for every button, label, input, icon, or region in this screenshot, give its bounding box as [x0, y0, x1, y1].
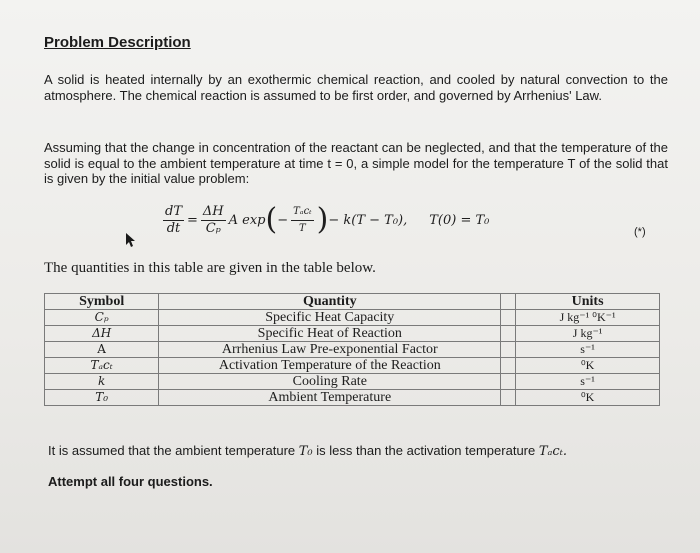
units-cell: s⁻¹ — [516, 342, 660, 358]
units-cell: J kg⁻¹ — [516, 326, 660, 342]
assumption-text-start: It is assumed that the ambient temperature — [48, 443, 296, 458]
units-header: Units — [516, 294, 660, 310]
symbol-cell: T₀ — [45, 390, 159, 406]
right-paren: ) — [316, 202, 329, 237]
derivative-numerator: dT — [165, 203, 182, 219]
assumption-sentence — [48, 443, 567, 459]
blank-cell — [501, 358, 516, 374]
units-cell: s⁻¹ — [516, 374, 660, 390]
units-cell: ⁰K — [516, 358, 660, 374]
mouse-pointer-icon — [125, 232, 137, 248]
table-header-row — [45, 294, 660, 310]
table-row — [45, 310, 660, 326]
table-row — [45, 326, 660, 342]
table-caption: The quantities in this table are given in the table below. — [44, 260, 376, 276]
exponent-denominator: T — [299, 222, 306, 234]
blank-cell — [501, 390, 516, 406]
model-paragraph: Assuming that the change in concentration of the reactant can be neglected, and that the temperature of the solid is equal to the ambient temperature at time t = 0, a simple model for the temperature T of the solid that is given by the initial value problem: — [44, 140, 668, 186]
exponent-numerator: Tₐcₜ — [291, 204, 314, 221]
blank-cell — [501, 326, 516, 342]
initial-condition: T(0) = T₀ — [429, 212, 490, 228]
blank-cell — [501, 310, 516, 326]
exponent-fraction — [291, 204, 314, 237]
table-row — [45, 374, 660, 390]
instruction-text: Attempt all four questions. — [48, 474, 213, 489]
quantity-cell: Activation Temperature of the Reaction — [159, 358, 501, 374]
derivative-denominator: dt — [166, 220, 181, 236]
coefficient-denominator: Cₚ — [205, 220, 221, 236]
activation-symbol: Tₐcₜ. — [538, 444, 568, 459]
intro-paragraph: A solid is heated internally by an exothermic chemical reaction, and cooled by natural convection to the atmosphere. The chemical reaction is assumed to be first order, and governed by Arrhenius' Law. — [44, 72, 668, 103]
symbol-cell: ΔH — [45, 326, 159, 342]
symbol-cell: Cₚ — [45, 310, 159, 326]
symbol-cell: Tₐcₜ — [45, 358, 159, 374]
cooling-term: − k(T − T₀), — [328, 212, 408, 228]
quantities-table — [44, 293, 660, 406]
ambient-symbol: T₀ — [298, 444, 313, 459]
quantity-cell: Specific Heat Capacity — [159, 310, 501, 326]
quantity-cell: Ambient Temperature — [159, 390, 501, 406]
units-cell: ⁰K — [516, 390, 660, 406]
coefficient-fraction — [201, 204, 226, 237]
assumption-text-middle: is less than the activation temperature — [316, 443, 536, 458]
equals-sign: = — [187, 212, 198, 228]
symbol-cell: k — [45, 374, 159, 390]
blank-cell — [501, 374, 516, 390]
quantity-cell: Cooling Rate — [159, 374, 501, 390]
equation-number: (*) — [634, 226, 646, 238]
table-row — [45, 358, 660, 374]
symbol-cell: A — [45, 342, 159, 358]
quantity-header: Quantity — [159, 294, 501, 310]
symbol-header: Symbol — [45, 294, 159, 310]
quantity-cell: Arrhenius Law Pre-exponential Factor — [159, 342, 501, 358]
left-paren: ( — [265, 202, 278, 237]
quantity-cell: Specific Heat of Reaction — [159, 326, 501, 342]
ode-formula — [160, 198, 489, 242]
page-title: Problem Description — [44, 34, 191, 51]
derivative-fraction — [163, 204, 184, 237]
coefficient-numerator: ΔH — [202, 203, 224, 219]
table-row — [45, 342, 660, 358]
blank-cell — [501, 342, 516, 358]
blank-header — [501, 294, 516, 310]
exp-term: A exp — [228, 212, 266, 228]
exp-minus: − — [277, 212, 289, 228]
units-cell: J kg⁻¹ ⁰K⁻¹ — [516, 310, 660, 326]
table-row — [45, 390, 660, 406]
